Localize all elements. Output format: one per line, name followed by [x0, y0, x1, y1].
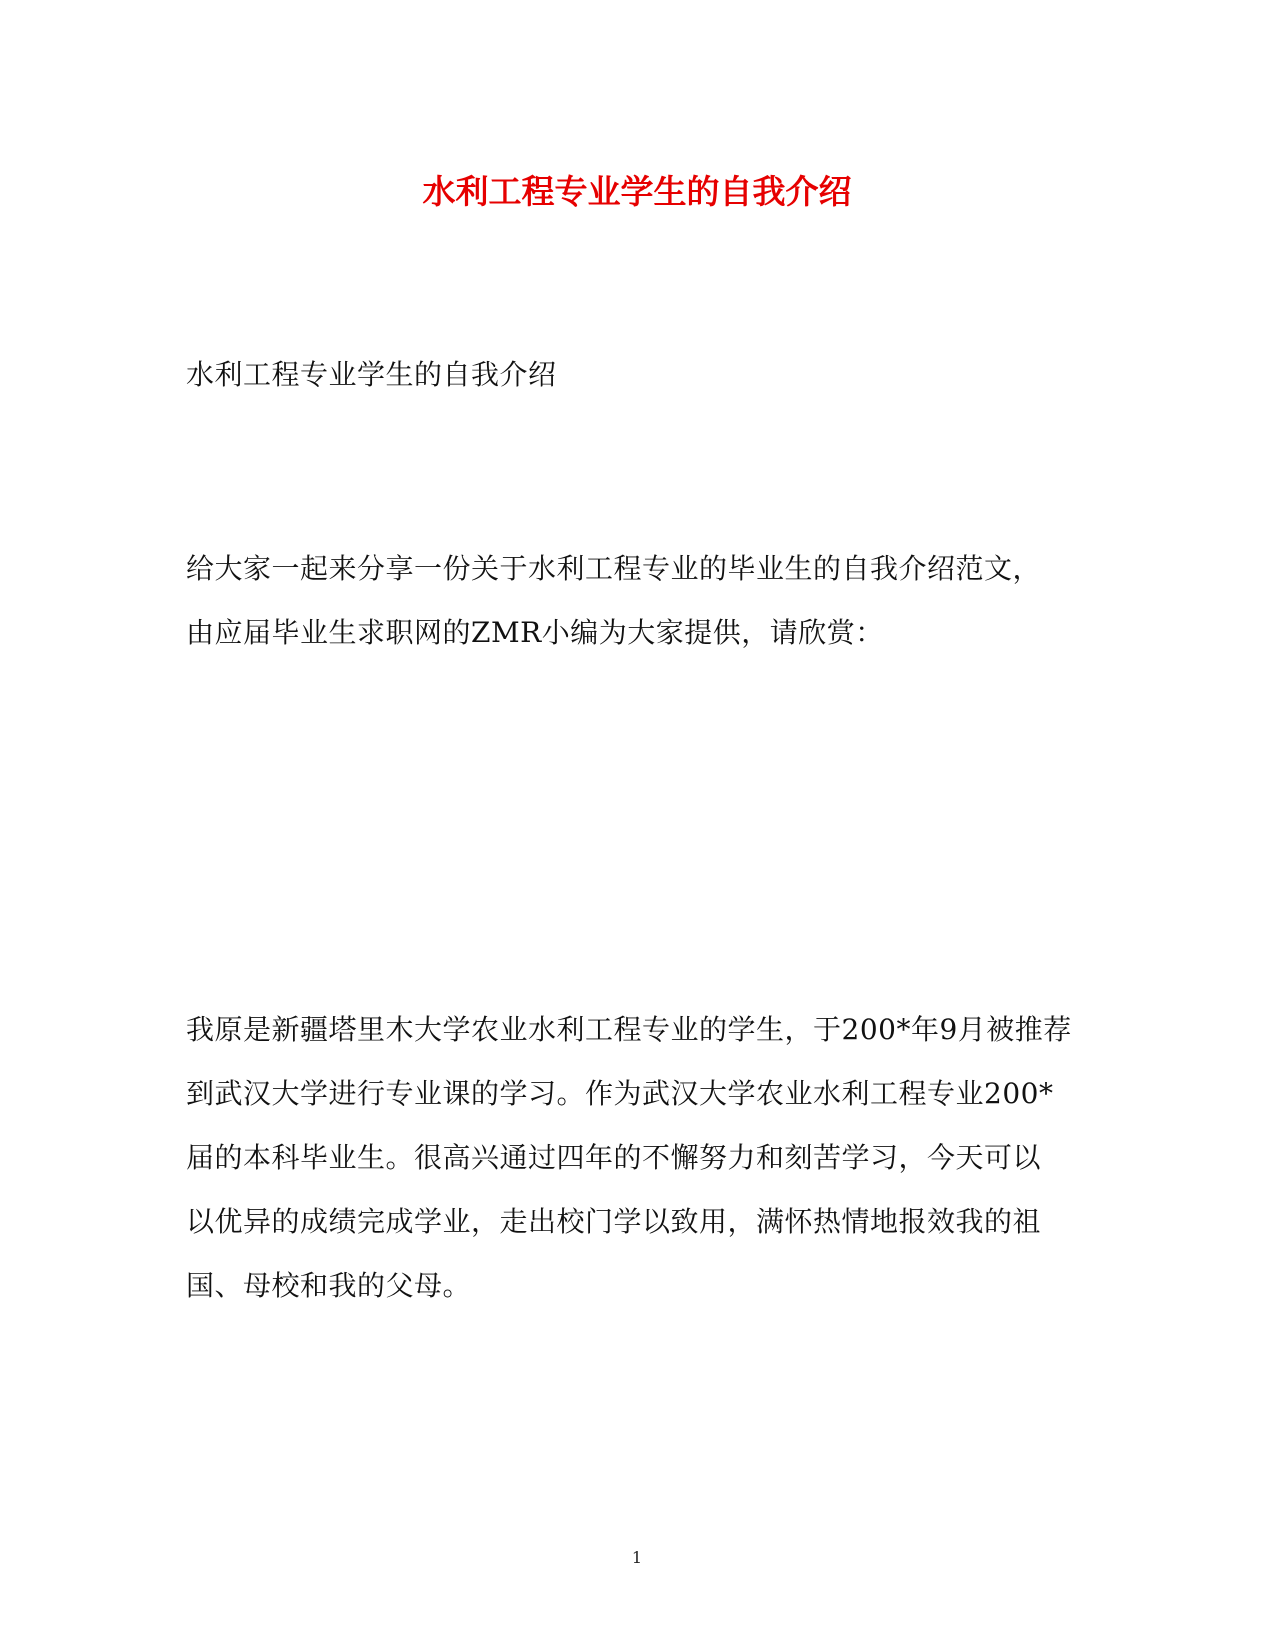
- body-line: 到武汉大学进行专业课的学习。作为武汉大学农业水利工程专业200*: [186, 1077, 1054, 1110]
- document-title: 水利工程专业学生的自我介绍: [422, 172, 852, 211]
- body-line: 以优异的成绩完成学业，走出校门学以致用，满怀热情地报效我的祖: [186, 1205, 1042, 1238]
- page-number: 1: [631, 1548, 643, 1567]
- intro-line: 由应届毕业生求职网的ZMR小编为大家提供，请欣赏：: [186, 616, 884, 649]
- intro-line: 给大家一起来分享一份关于水利工程专业的毕业生的自我介绍范文，: [186, 552, 1042, 585]
- intro-paragraph: [186, 537, 1086, 665]
- body-line: 届的本科毕业生。很高兴通过四年的不懈努力和刻苦学习，今天可以: [186, 1141, 1042, 1174]
- body-paragraph: [186, 998, 1086, 1318]
- heading-line: 水利工程专业学生的自我介绍: [186, 358, 557, 391]
- body-line: 国、母校和我的父母。: [186, 1269, 472, 1302]
- body-line: 我原是新疆塔里木大学农业水利工程专业的学生，于200*年9月被推荐: [186, 1013, 1072, 1046]
- heading-paragraph: [186, 343, 1086, 407]
